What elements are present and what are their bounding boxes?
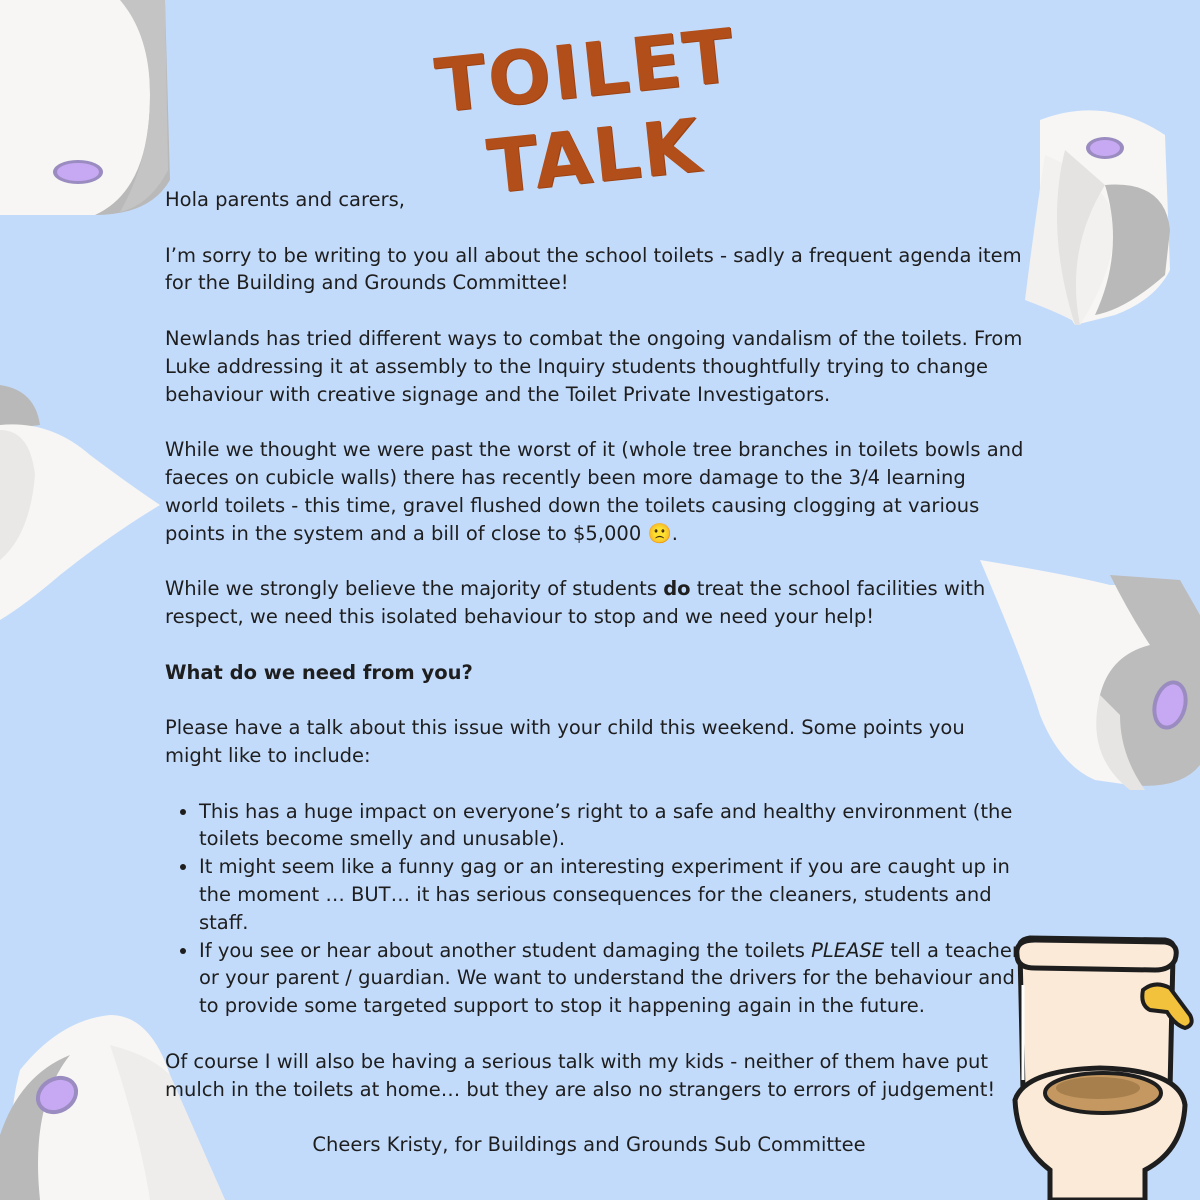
bullet3-start: If you see or hear about another student damaging the toilets bbox=[199, 938, 812, 962]
list-item bbox=[199, 937, 1025, 1020]
bullet3-end: tell a teacher or your parent / guardian. We want to understand the drivers for the behaviour and to provide some targeted support to stop it happening again in the future. bbox=[199, 938, 1020, 1018]
section-heading-text: What do we need from you? bbox=[165, 660, 473, 684]
paragraph-help bbox=[165, 575, 1025, 631]
help-text-start: While we strongly believe the majority of students bbox=[165, 577, 664, 601]
list-item: • It might seem like a funny gag or an interesting experiment if you are caught up in the moment … BUT… it has serious consequences for the cleaners, students and staff. bbox=[199, 853, 1025, 936]
bullet3-emphasis: PLEASE bbox=[811, 938, 885, 962]
toilet-roll-top-right-icon bbox=[1005, 100, 1180, 330]
paragraph-request: Please have a talk about this issue with your child this weekend. Some points you might like to include: bbox=[165, 716, 965, 767]
toilet-roll-top-left-icon bbox=[0, 0, 180, 230]
help-text-end: treat the school facilities with respect, we need this isolated behaviour to stop and we need your help! bbox=[165, 577, 986, 628]
section-heading bbox=[165, 659, 1025, 687]
damage-text: While we thought we were past the worst of it (whole tree branches in toilets bowls and faeces on cubicle walls) there has recently been more damage to the 3/4 learning world toilets - this time, gravel flushed down the toilets causing clogging at various points in the system and a bill of close to $5,000 bbox=[165, 438, 1024, 545]
damage-end: . bbox=[671, 521, 678, 545]
sad-face-icon: 🙁 bbox=[647, 521, 672, 545]
toilet-roll-left-icon bbox=[0, 385, 170, 625]
points-list bbox=[165, 798, 1025, 1020]
page-title: TOILET TALK bbox=[431, 12, 740, 211]
help-emphasis: do bbox=[663, 577, 691, 601]
letter-body bbox=[165, 186, 1025, 1159]
paragraph-damage bbox=[165, 436, 1025, 547]
toilet-icon bbox=[1005, 930, 1200, 1200]
paragraph-intro: I’m sorry to be writing to you all about the school toilets - sadly a frequent agenda item for the Building and Grounds Committee! bbox=[165, 243, 1022, 295]
paragraph-closing: Of course I will also be having a serious talk with my kids - neither of them have put mulch in the toilets at home… but they are also no strangers to errors of judgement! bbox=[165, 1049, 996, 1101]
list-item: • This has a huge impact on everyone’s right to a safe and healthy environment (the toilets become smelly and unusable). bbox=[199, 798, 1025, 854]
paragraph-background: Newlands has tried different ways to combat the ongoing vandalism of the toilets. From Luke addressing it at assembly to the Inquiry students thoughtfully trying to change behaviour with creative signage and the Toilet Private Investigators. bbox=[165, 326, 1023, 406]
signoff: Cheers Kristy, for Buildings and Grounds Sub Committee bbox=[312, 1133, 866, 1157]
greeting: Hola parents and carers, bbox=[165, 188, 405, 211]
